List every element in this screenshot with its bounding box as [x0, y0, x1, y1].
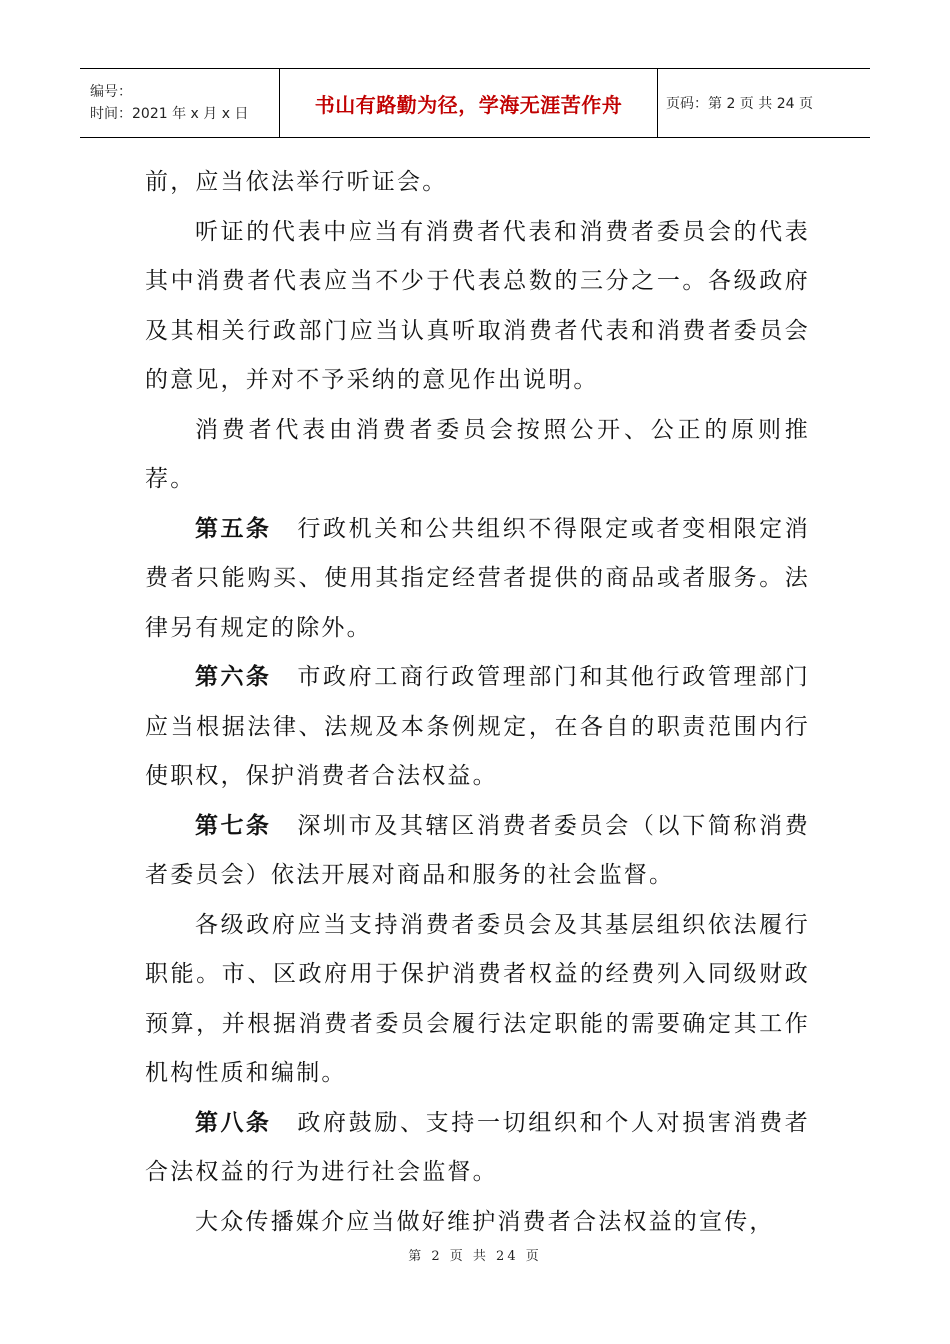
article-number: 第八条	[195, 1109, 272, 1136]
article-7	[145, 802, 810, 901]
article-text: 政府鼓励、支持一切组织和个人对损害消费者合法权益的行为进行社会监督。	[145, 1109, 811, 1185]
header-meta	[80, 69, 280, 137]
article-5	[145, 505, 810, 654]
paragraph-consumer-representatives: 消费者代表由消费者委员会按照公开、公正的原则推荐。	[145, 416, 810, 492]
article-text: 深圳市及其辖区消费者委员会（以下简称消费者委员会）依法开展对商品和服务的社会监督。	[145, 812, 811, 888]
article-text: 行政机关和公共组织不得限定或者变相限定消费者只能购买、使用其指定经营者提供的商品或者服务。法律另有规定的除外。	[145, 515, 811, 641]
header-motto-cell	[280, 69, 658, 137]
document-number-label: 编号：	[90, 84, 132, 100]
article-number: 第五条	[195, 515, 272, 542]
paragraph-government-support: 各级政府应当支持消费者委员会及其基层组织依法履行职能。市、区政府用于保护消费者权益的经费列入同级财政预算，并根据消费者委员会履行法定职能的需要确定其工作机构性质和编制。	[145, 911, 810, 1086]
header-page-info: 页码：第 2 页 共 24 页	[666, 96, 813, 112]
document-time-label: 时间：2021 年 x 月 x 日	[90, 106, 249, 122]
page-header	[80, 68, 870, 138]
paragraph-hearing-representatives: 听证的代表中应当有消费者代表和消费者委员会的代表其中消费者代表应当不少于代表总数的三分之一。各级政府及其相关行政部门应当认真听取消费者代表和消费者委员会的意见，并对不予采纳的意见作出说明。	[145, 218, 810, 393]
article-text: 市政府工商行政管理部门和其他行政管理部门应当根据法律、法规及本条例规定，在各自的职责范围内行使职权，保护消费者合法权益。	[145, 664, 811, 789]
paragraph-continuation: 前，应当依法举行听证会。	[145, 169, 448, 195]
paragraph-mass-media: 大众传播媒介应当做好维护消费者合法权益的宣传，	[195, 1208, 775, 1235]
header-page-cell	[658, 69, 870, 137]
article-8	[145, 1099, 810, 1198]
document-body	[145, 158, 810, 1247]
article-6	[145, 653, 810, 802]
article-number: 第六条	[195, 664, 272, 690]
page-footer: 第 2 页 共 24 页	[408, 1249, 542, 1264]
header-motto: 书山有路勤为径，学海无涯苦作舟	[314, 92, 623, 117]
article-number: 第七条	[195, 812, 272, 839]
